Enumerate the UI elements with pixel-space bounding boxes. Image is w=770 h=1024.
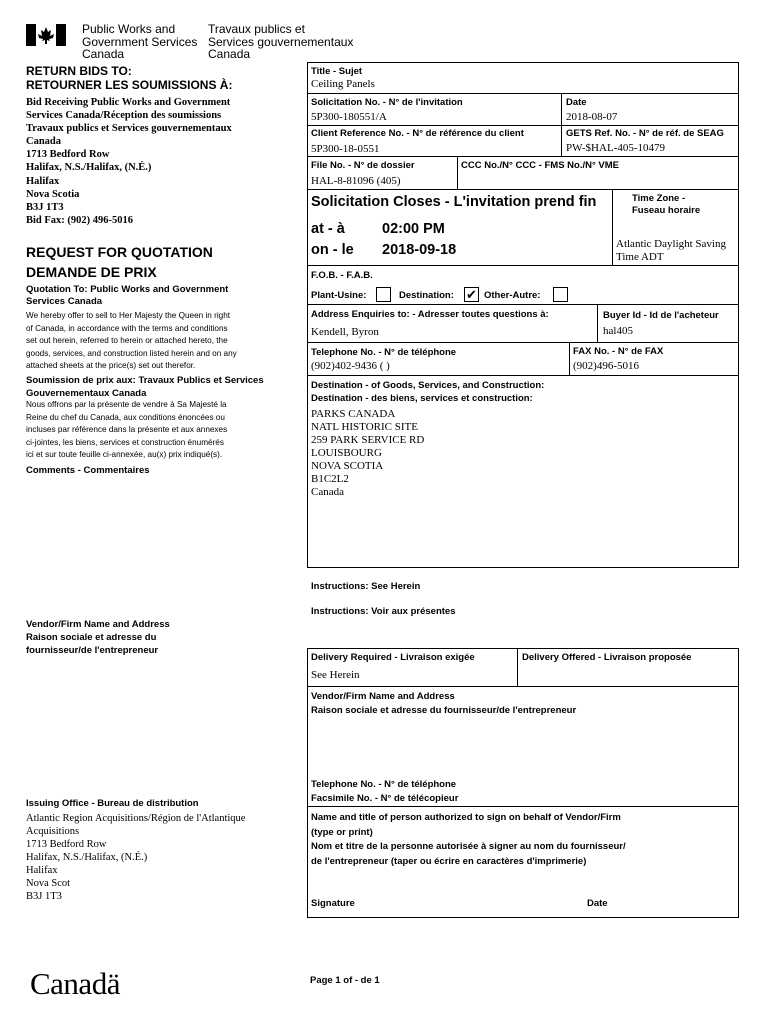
delivery-required-value: See Herein: [311, 669, 360, 681]
return-bids-heading: RETURN BIDS TO: RETOURNER LES SOUMISSIONS À:: [26, 64, 233, 92]
return-bids-address: Bid Receiving Public Works and Government Services Canada/Réception des soumissions Travaux publics et Services gouvernementaux Canada 1713 Bedford Row Halifax, N.S./Halifax, (N.É.) Halifax Nova Scotia B3J 1T3 Bid Fax: (902) 496-5016: [26, 97, 232, 226]
timezone-value: Atlantic Daylight Saving Time ADT: [616, 238, 726, 263]
fax-value: (902)496-5016: [573, 360, 639, 372]
vendor-name-label: Vendor/Firm Name and Address Raison sociale et adresse du fournisseur/de l'entrepreneur: [311, 691, 577, 716]
destination-checkbox[interactable]: ✔: [464, 287, 479, 302]
vendor-telephone-label: Telephone No. - N° de téléphone: [311, 779, 457, 790]
page-number: Page 1 of - de 1: [310, 975, 380, 986]
signature-date-label: Date: [587, 898, 608, 909]
instructions-fr: Instructions: Voir aux présentes: [311, 606, 456, 617]
file-value: HAL-8-81096 (405): [311, 175, 401, 187]
closes-title: Solicitation Closes - L'invitation prend fin: [311, 194, 597, 210]
vendor-fax-label: Facsimile No. - N° de télécopieur: [311, 793, 459, 804]
destination-goods-label: Destination - of Goods, Services, and Construction: Destination - des biens, services et construction:: [311, 380, 545, 404]
ccc-label: CCC No./N° CCC - FMS No./N° VME: [461, 160, 620, 171]
at-value: 02:00 PM: [382, 221, 445, 237]
destination-label: Destination:: [399, 290, 454, 301]
date-label: Date: [566, 97, 587, 108]
dept-name-en: Public Works and Government Services Canada: [82, 22, 198, 61]
title-value: Ceiling Panels: [311, 78, 375, 90]
instructions-en: Instructions: See Herein: [311, 581, 421, 592]
title-label: Title - Sujet: [311, 66, 363, 77]
soumission-heading: Soumission de prix aux: Travaux Publics et Services Gouvernementaux Canada: [26, 375, 264, 399]
on-value: 2018-09-18: [382, 242, 457, 258]
canada-wordmark: Canadä: [30, 966, 120, 1001]
telephone-label: Telephone No. - N° de téléphone: [311, 347, 457, 358]
plant-label: Plant-Usine:: [311, 290, 367, 301]
client-ref-value: 5P300-18-0551: [311, 143, 380, 155]
dept-name-fr: Travaux publics et Services gouvernementaux Canada: [208, 22, 354, 61]
gets-value: PW-$HAL-405-10479: [566, 142, 665, 154]
fob-label: F.O.B. - F.A.B.: [311, 270, 373, 281]
vendor-left-label: Vendor/Firm Name and Address Raison sociale et adresse du fournisseur/de l'entrepreneur: [26, 619, 170, 656]
issuing-office-address: Atlantic Region Acquisitions/Région de l'Atlantique Acquisitions 1713 Bedford Row Halifax, N.S./Halifax, (N.É.) Halifax Nova Scot B3J 1T3: [26, 813, 246, 902]
fax-label: FAX No. - N° de FAX: [573, 346, 664, 357]
buyer-value: hal405: [603, 325, 633, 337]
delivery-required-label: Delivery Required - Livraison exigée: [311, 652, 475, 663]
rfq-title: REQUEST FOR QUOTATION DEMANDE DE PRIX: [26, 244, 213, 280]
plant-checkbox[interactable]: [376, 287, 391, 302]
enquiries-value: Kendell, Byron: [311, 326, 379, 338]
canada-flag-icon: [26, 24, 66, 46]
offer-text-fr: Nous offrons par la présente de vendre à Sa Majesté la Reine du chef du Canada, aux conditions énoncées ou incluses par référence dans la présente et aux annexes ci-jointes, les biens, services et construction énumérés ici et sur toute feuille ci-annexée, au(x) prix indiqué(s).: [26, 400, 228, 460]
date-value: 2018-08-07: [566, 111, 618, 123]
buyer-label: Buyer Id - Id de l'acheteur: [603, 310, 719, 321]
authorized-person-label: Name and title of person authorized to sign on behalf of Vendor/Firm (type or print) Nom et titre de la personne autorisée à signer au nom du fournisseur/ de l'entrepreneur (taper ou écrire en caractères d'imprimerie): [311, 812, 626, 867]
solicitation-value: 5P300-180551/A: [311, 111, 387, 123]
other-checkbox[interactable]: [553, 287, 568, 302]
comments-label: Comments - Commentaires: [26, 465, 150, 476]
destination-address: PARKS CANADA NATL HISTORIC SITE 259 PARK SERVICE RD LOUISBOURG NOVA SCOTIA B1C2L2 Canada: [311, 408, 425, 498]
solicitation-label: Solicitation No. - N° de l'invitation: [311, 97, 463, 108]
offer-text-en: We hereby offer to sell to Her Majesty the Queen in right of Canada, in accordance with the terms and conditions set out herein, referred to herein or attached hereto, the goods, services, and construction listed herein and on any attached sheets at the price(s) set out therefor.: [26, 311, 237, 371]
timezone-label: Time Zone - Fuseau horaire: [632, 193, 701, 216]
at-label: at - à: [311, 221, 345, 237]
client-ref-label: Client Reference No. - N° de référence du client: [311, 128, 524, 139]
signature-label: Signature: [311, 898, 355, 909]
enquiries-label: Address Enquiries to: - Adresser toutes questions à:: [311, 309, 549, 320]
issuing-office-label: Issuing Office - Bureau de distribution: [26, 798, 199, 809]
quotation-to: Quotation To: Public Works and Government Services Canada: [26, 284, 229, 307]
telephone-value: (902)402-9436 ( ): [311, 360, 390, 372]
gets-label: GETS Ref. No. - N° de réf. de SEAG: [566, 128, 724, 139]
file-label: File No. - N° de dossier: [311, 160, 415, 171]
delivery-offered-label: Delivery Offered - Livraison proposée: [522, 652, 692, 663]
on-label: on - le: [311, 242, 354, 258]
other-label: Other-Autre:: [484, 290, 541, 301]
